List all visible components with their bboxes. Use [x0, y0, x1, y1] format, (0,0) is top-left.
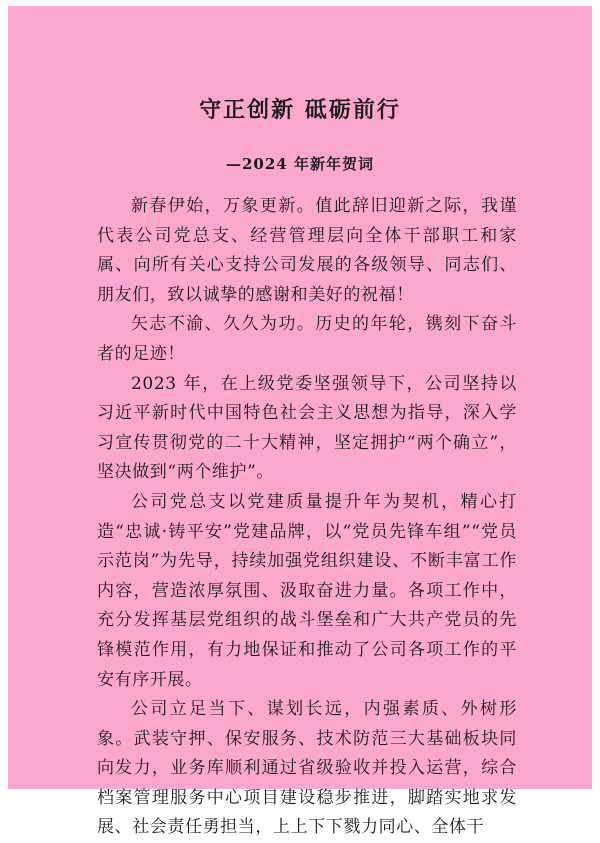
paragraph: 公司立足当下、谋划长远，内强素质、外树形象。武装守押、保安服务、技术防范三大基础板块同向发力，业务库顺利通过省级验收并投入运营，综合档案管理服务中心项目建设稳步推进，脚踏实地求发展、社会责任勇担当，上上下下戮力同心、全体干 [97, 699, 517, 838]
paragraph: 矢志不渝、久久为功。历史的年轮，镌刻下奋斗者的足迹！ [97, 314, 517, 364]
document-body [97, 192, 517, 843]
paragraph: 公司党总支以党建质量提升年为契机，精心打造“忠诚·铸平安”党建品牌，以“党员先锋车组”“党员示范岗”为先导，持续加强党组织建设、不断丰富工作内容，营造浓厚氛围、汲取奋进力量。各项工作中，充分发挥基层党组织的战斗堡垒和广大共产党员的先锋模范作用，有力地保证和推动了公司各项工作的平安有序开展。 [97, 491, 517, 690]
paragraph: 2023 年，在上级党委坚强领导下，公司坚持以习近平新时代中国特色社会主义思想为指导，深入学习宣传贯彻党的二十大精神，坚定拥护“两个确立”，坚决做到“两个维护”。 [97, 373, 517, 483]
document-subtitle: —2024 年新年贺词 [226, 155, 374, 173]
document-page [8, 6, 592, 838]
paragraph: 新春伊始，万象更新。值此辞旧迎新之际，我谨代表公司党总支、经营管理层向全体干部职工和家属、向所有关心支持公司发展的各级领导、同志们、朋友们，致以诚挚的感谢和美好的祝福！ [97, 196, 517, 305]
document-title: 守正创新 砥砺前行 [199, 97, 401, 123]
